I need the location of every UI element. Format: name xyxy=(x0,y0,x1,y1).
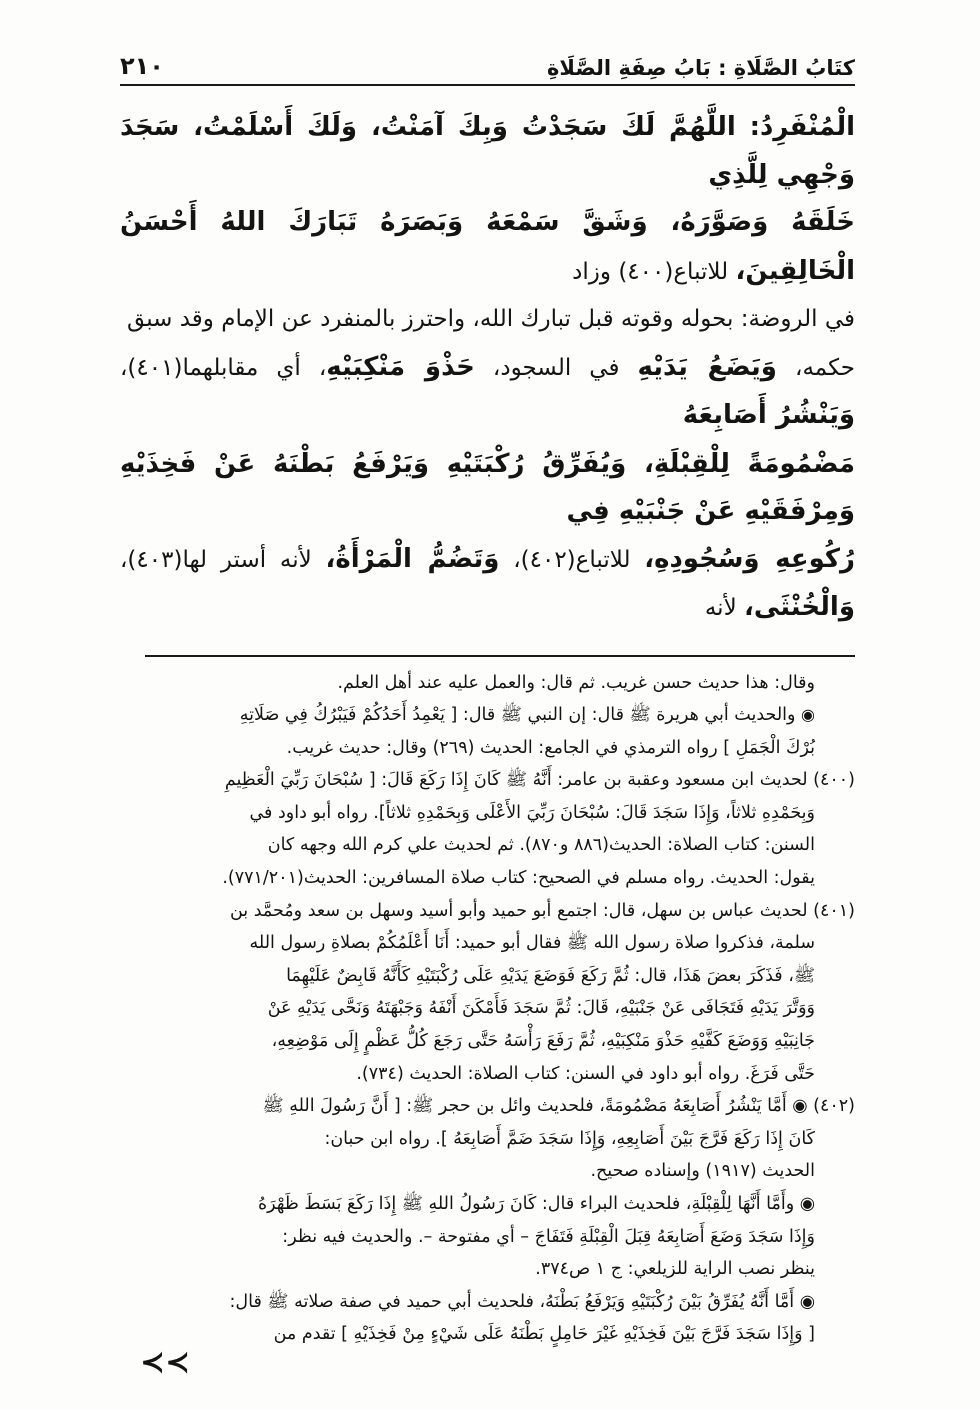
commentary-text: في السجود، xyxy=(474,354,638,381)
main-line: الْمُنْفَرِدُ: اللَّهُمَّ لَكَ سَجَدْتُ وَبِكَ آمَنْتُ، وَلَكَ أَسْلَمْتُ، سَجَدَ وَجْهِي لِلَّذِي xyxy=(120,112,855,190)
footnote-line xyxy=(120,699,855,732)
commentary-text: للاتباع(٤٠٠) وزاد xyxy=(572,258,736,285)
commentary-text: للاتباع(٤٠٢)، xyxy=(499,546,645,573)
main-line: مَضْمُومَةً لِلْقِبْلَةِ، وَيُفَرِّقُ رُكْبَتَيْهِ وَيَرْفَعُ بَطْنَهُ عَنْ فَخِذَيْهِ وَمِرْفَقَيْهِ عَنْ جَنْبَيْهِ فِي xyxy=(120,448,855,526)
footnote-line: وقال: هذا حديث حسن غريب. ثم قال: والعمل عليه عند أهل العلم. xyxy=(337,672,815,693)
footnote-402: (٤٠٢) ◉ أَمَّا يَنْشُرُ أَصَابِعَهُ مَضْمُومَةً، فلحديث وائل بن حجر ﷺ: [ أَنَّ رَسُولَ اللهِ ﷺ xyxy=(262,1096,855,1117)
matn-text: وَالْخُنْثَى، xyxy=(744,592,855,622)
matn-text: وَيَنْشُرُ أَصَابِعَهُ xyxy=(682,400,855,430)
footnote-line: [ وَإِذَا سَجَدَ فَرَّجَ بَيْنَ فَخِذَيْهِ غَيْرَ حَامِلٍ بَطْنَهُ عَلَى شَيْءٍ مِنْ فَخِذَيْهِ ] تقدم من xyxy=(273,1324,815,1345)
matn-text: وَتَضُمُّ الْمَرْأَةُ، xyxy=(325,543,500,574)
matn-text: وَيَضَعُ يَدَيْهِ xyxy=(637,351,777,382)
footnote-line: الحديث (١٩١٧) وإسناده صحيح. xyxy=(590,1161,815,1182)
footnote-401: (٤٠١) لحديث عباس بن سهل، قال: اجتمع أبو حميد وأبو أسيد وسهل بن سعد ومُحمَّد بن xyxy=(229,900,855,921)
footnote-line: ينظر نصب الراية للزيلعي: ج ١ ص٣٧٤. xyxy=(535,1259,815,1280)
footnote-400: (٤٠٠) لحديث ابن مسعود وعقبة بن عامر: أَنَّهُ ﷺ كَانَ إِذَا رَكَعَ قَالَ: [ سُبْحَانَ رَبِّيَ الْعَظِيمِ xyxy=(224,770,855,791)
main-line xyxy=(120,344,855,441)
footnote-line: جَانِبَيْهِ وَوَضَعَ كَفَّيْهِ حَذْوَ مَنْكِبَيْهِ، ثُمَّ رَفَعَ رَأْسَهُ حَتَّى رَجَعَ كُلُّ عَظْمٍ إِلَى مَوْضِعِهِ، xyxy=(271,1031,815,1052)
running-header xyxy=(120,40,855,86)
bullet-icon: ◉ xyxy=(801,705,815,725)
commentary-text: لأنه xyxy=(704,595,745,621)
continue-arrows-icon: ≺≺ xyxy=(140,1345,191,1380)
footnote-line: وَوَتَّرَ يَدَيْهِ فَتَجَافَى عَنْ جَنْبَيْهِ، قَالَ: ثُمَّ سَجَدَ فَأَمْكَنَ أَنْفَهُ وَجَبْهَتَهُ وَنَحَّى يَدَيْهِ عَنْ xyxy=(267,998,815,1019)
page-number: ٢١٠ xyxy=(120,52,164,80)
footnote-line: سلمة، فذكروا صلاة رسول الله ﷺ فقال أبو حميد: أَنَا أَعْلَمُكُمْ بصلاةِ رسول الله xyxy=(249,933,815,954)
footnote-line: ◉ أَمَّا أَنَّهُ يُفَرِّقُ بَيْنَ رُكْبَتَيْهِ وَيَرْفَعُ بَطْنَهُ، فلحديث أبي حميد في صفة صلاته ﷺ قال: xyxy=(229,1291,815,1312)
footnote-line: ◉ وأَمَّا أَنَّهَا لِلْقِبْلَةِ، فلحديث البراء قال: كَانَ رَسُولُ اللهِ ﷺ إِذَا رَكَعَ بَسَطَ ظَهْرَهُ xyxy=(257,1194,815,1214)
footnote-line: بُرْكَ الْجَمَلِ ] رواه الترمذي في الجامع: الحديث (٢٦٩) وقال: حديث غريب. xyxy=(286,737,815,758)
footnote-line: كَانَ إِذَا رَكَعَ فَرَّجَ بَيْنَ أَصَابِعِهِ، وَإِذَا سَجَدَ ضَمَّ أَصَابِعَهُ ]. رواه ابن حبان: xyxy=(324,1128,815,1149)
footnote-line: السنن: كتاب الصلاة: الحديث(٨٨٦ و٨٧٠). ثم لحديث علي كرم الله وجهه كان xyxy=(267,835,815,856)
footnote-separator xyxy=(145,655,855,657)
main-line xyxy=(120,536,855,633)
matn-text: حَذْوَ مَنْكِبَيْهِ xyxy=(326,351,475,382)
footnote-line: يقول: الحديث. رواه مسلم في الصحيح: كتاب صلاة المسافرين: الحديث(٧٧١/٢٠١). xyxy=(222,868,815,889)
footnote-line: ﷺ، فَذَكَرَ بعضَ هَذَا، قال: ثُمَّ رَكَعَ فَوَضَعَ يَدَيْهِ عَلَى رُكْبَتَيْهِ كَأَنَّهُ قَابِضٌ عَلَيْهِمَا xyxy=(286,965,815,986)
footnote-line: وَبِحَمْدِهِ ثلاثاً، وَإِذَا سَجَدَ قَالَ: سُبْحَانَ رَبِّيَ الأَعْلَى وَبِحَمْدِهِ ثلاثاً]. رواه أبو داود في xyxy=(249,802,815,823)
matn-text: خَلَقَهُ وَصَوَّرَهُ، وَشَقَّ سَمْعَهُ وَبَصَرَهُ تَبَارَكَ اللهُ أَحْسَنُ الْخَالِقِينَ، xyxy=(120,207,855,286)
matn-text: رُكُوعِهِ وَسُجُودِهِ، xyxy=(644,543,856,574)
commentary-text: ، أي مقابلهما(٤٠١)، xyxy=(120,354,327,381)
footnote-line: حَتَّى فَرَغَ. رواه أبو داود في السنن: كتاب الصلاة: الحديث (٧٣٤). xyxy=(356,1063,815,1084)
footnotes xyxy=(120,667,855,1351)
chapter-title: كتَابُ الصَّلَاةِ : بَابُ صِفَةِ الصَّلَاةِ xyxy=(547,56,855,80)
main-line: في الروضة: بحوله وقوته قبل تبارك الله، واحترز بالمنفرد عن الإمام وقد سبق xyxy=(127,306,855,332)
commentary-text: حكمه، xyxy=(776,354,856,381)
main-text xyxy=(120,104,855,633)
footnote-line: وَإِذَا سَجَدَ وَضَعَ أَصَابِعَهُ قِبَلَ الْقِبْلَةِ فَتَفَاجَ – أي مفتوحة –. والحديث فيه نظر: xyxy=(282,1226,815,1247)
main-line xyxy=(120,199,855,296)
footnote-text: والحديث أبي هريرة ﷺ قال: إن النبي ﷺ قال: [ يَعْمِدُ أَحَدُكُمْ فَيَبْرُكُ فِي صَلَاتِهِ xyxy=(239,705,802,726)
commentary-text: لأنه أستر لها(٤٠٣)، xyxy=(120,546,326,573)
book-page xyxy=(120,40,855,1380)
